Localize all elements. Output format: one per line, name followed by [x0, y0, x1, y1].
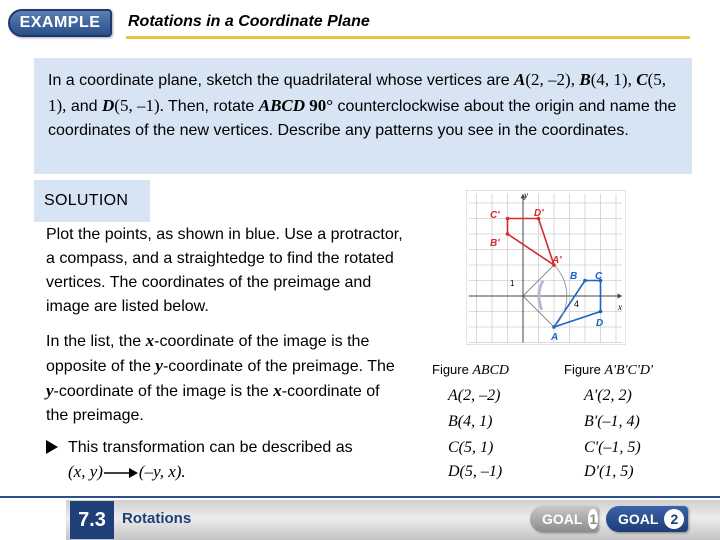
image-coord-d: D'(1, 5) [584, 463, 634, 480]
preimage-coord-a: A(2, –2) [448, 387, 501, 404]
vertex-label-b: B [570, 271, 578, 282]
image-coord-c: C'(–1, 5) [584, 439, 641, 456]
preimage-coord-c: C(5, 1) [448, 439, 494, 456]
image-vertex-2 [506, 217, 510, 221]
image-coord-b: B'(–1, 4) [584, 413, 640, 430]
goal-1-number: 1 [589, 511, 598, 527]
vertex-label-a: A [551, 332, 559, 343]
preimage-coord-d: D(5, –1) [448, 463, 503, 480]
goal-2-number: 2 [664, 509, 684, 529]
example-badge: EXAMPLE [8, 9, 112, 37]
lesson-number: 7.3 [70, 501, 114, 539]
vertex-label-d: D [596, 318, 604, 329]
figure-preimage-label: Figure ABCD [432, 362, 510, 378]
figure-image-label: Figure A'B'C'D' [564, 362, 653, 378]
footer-divider [0, 496, 720, 498]
page-title: Rotations in a Coordinate Plane [128, 13, 370, 30]
tick-label-1: 1 [510, 279, 515, 288]
coordinate-graph [466, 190, 626, 345]
lesson-title: Rotations [122, 510, 192, 527]
maps-to-arrow-icon [103, 467, 139, 479]
preimage-coord-b: B(4, 1) [448, 413, 493, 430]
header-divider [126, 36, 690, 39]
bullet-arrow-icon [46, 440, 58, 454]
solution-paragraph-2: In the list, the x-coordinate of the image is the opposite of the y-coordinate of the preimage. The y-coordinate of the image is the x-coordinate of the preimage. [46, 331, 395, 424]
goal-1-button[interactable]: GOAL 1 [530, 506, 598, 532]
solution-paragraph-1: Plot the points, as shown in blue. Use a protractor, a compass, and a straightedge to find the rotated vertices. The coordinates of the preimage and image are listed below. [46, 226, 403, 315]
vertex-label-d-image: D' [534, 208, 544, 219]
vertex-label-c: C [595, 271, 603, 282]
preimage-vertex-3 [599, 310, 603, 314]
y-axis-label: y [524, 190, 528, 200]
preimage-vertex-0 [552, 325, 556, 329]
vertex-label-a-image: A' [552, 255, 562, 266]
tick-label-4: 4 [574, 299, 580, 309]
preimage-vertex-1 [583, 279, 587, 283]
image-vertex-1 [506, 232, 510, 236]
transformation-rule: This transformation can be described as (x, y) (–y, x). [68, 439, 353, 481]
x-axis-label: x [618, 302, 622, 312]
problem-statement: In a coordinate plane, sketch the quadrilateral whose vertices are A(2, –2), B(4, 1), C(5, 1), and D(5, –1). Then, rotate ABCD 90° counterclockwise about the origin and name the coordinates of the new vertices. Describe any patterns you see in the coordinates. [48, 70, 677, 139]
image-coord-a: A'(2, 2) [584, 387, 632, 404]
solution-label: SOLUTION [44, 192, 129, 209]
vertex-label-b-image: B' [490, 238, 500, 249]
goal-2-button[interactable]: GOAL 2 [606, 506, 688, 532]
vertex-label-c-image: C' [490, 210, 500, 221]
